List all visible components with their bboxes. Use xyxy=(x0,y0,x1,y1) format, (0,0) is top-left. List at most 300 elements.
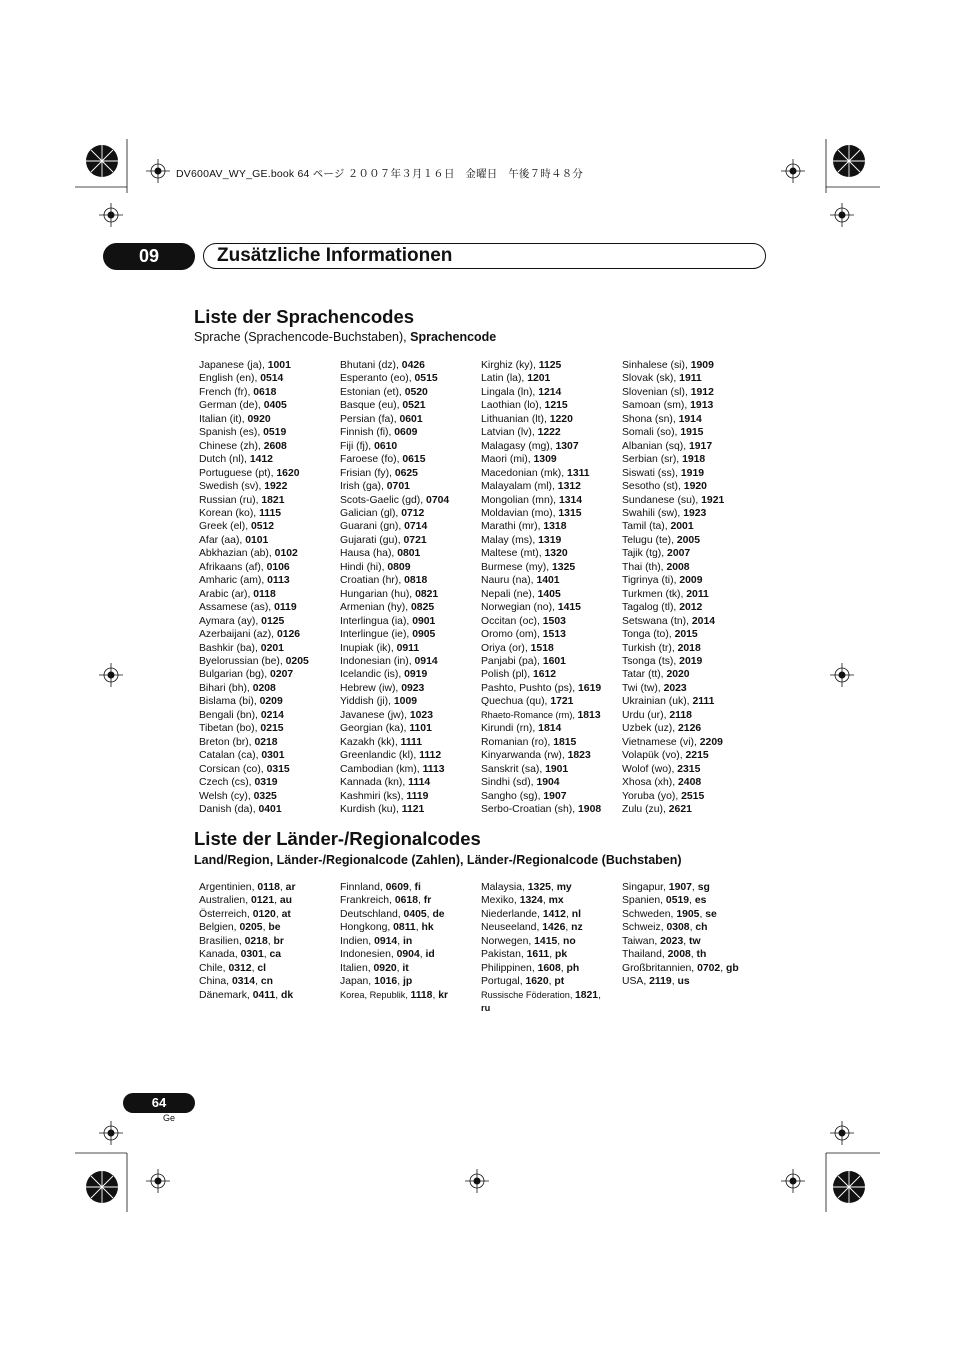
region-letter-code: id xyxy=(425,949,435,961)
language-entry xyxy=(340,440,449,453)
language-entry xyxy=(622,790,724,803)
region-number-code: 2023 xyxy=(660,935,684,947)
language-entry xyxy=(199,534,309,547)
language-name: Xhosa (xh), xyxy=(622,777,679,789)
region-letter-code: pt xyxy=(554,976,565,988)
language-entry xyxy=(199,709,309,722)
region-letter-code: nz xyxy=(571,922,583,934)
language-name: Burmese (my), xyxy=(481,561,553,573)
language-name: Javanese (jw), xyxy=(340,709,410,721)
language-code: 0426 xyxy=(401,360,425,371)
language-name: Dutch (nl), xyxy=(199,454,250,466)
language-code: 0609 xyxy=(394,427,418,439)
language-entry xyxy=(481,803,601,816)
language-name: Wolof (wo), xyxy=(622,763,678,775)
language-entry xyxy=(481,547,601,560)
language-name: Maori (mi), xyxy=(481,454,534,466)
region-entry xyxy=(340,989,448,1002)
language-code: 1220 xyxy=(549,413,573,425)
region-name: Thailand, xyxy=(622,949,668,961)
language-entry xyxy=(340,480,449,493)
language-name: Turkish (tr), xyxy=(622,642,678,654)
language-name: Cambodian (km), xyxy=(340,763,423,775)
language-entry xyxy=(481,399,601,412)
language-name: Esperanto (eo), xyxy=(340,373,415,385)
language-entry xyxy=(622,601,724,614)
language-name: Nepali (ne), xyxy=(481,588,538,600)
language-entry xyxy=(340,709,449,722)
language-code: 1904 xyxy=(536,777,560,789)
language-code: 0901 xyxy=(412,615,436,627)
language-code: 1215 xyxy=(544,400,568,412)
language-code: 0301 xyxy=(261,750,285,762)
region-separator: , xyxy=(671,976,678,988)
language-code: 1909 xyxy=(690,360,714,371)
language-entry xyxy=(340,642,449,655)
language-code: 0126 xyxy=(276,629,301,641)
region-separator: , xyxy=(279,882,286,893)
language-name: Galician (gl), xyxy=(340,507,402,519)
region-letter-code: gb xyxy=(726,962,739,974)
region-letter-code: us xyxy=(677,976,690,988)
region-entry xyxy=(340,975,448,988)
language-name: Mongolian (mn), xyxy=(481,494,559,506)
language-name: Estonian (et), xyxy=(340,386,405,398)
region-letter-code: fi xyxy=(414,882,421,893)
language-entry xyxy=(481,668,601,681)
language-entry xyxy=(199,561,309,574)
language-name: Nauru (na), xyxy=(481,575,537,587)
region-entry xyxy=(622,894,739,907)
language-code: 1518 xyxy=(530,642,554,654)
region-number-code: 0314 xyxy=(231,976,256,988)
language-code: 2001 xyxy=(670,521,694,533)
region-entry xyxy=(481,962,601,975)
language-entry xyxy=(199,467,309,480)
region-letter-code: ch xyxy=(695,922,708,934)
language-code: 1922 xyxy=(264,481,288,493)
language-name: Fiji (fj), xyxy=(340,440,375,452)
language-name: Indonesian (in), xyxy=(340,655,415,667)
region-separator: , xyxy=(275,989,282,1001)
language-entry xyxy=(199,440,309,453)
language-code: 1111 xyxy=(400,736,423,748)
region-separator: , xyxy=(274,895,280,907)
language-entry xyxy=(199,776,309,789)
region-number-code: 0920 xyxy=(373,962,397,974)
language-code: 0714 xyxy=(404,521,428,533)
language-entry xyxy=(481,776,601,789)
language-name: Setswana (tn), xyxy=(622,615,692,627)
region-number-code: 0702 xyxy=(697,962,721,974)
language-name: Catalan (ca), xyxy=(199,750,262,762)
region-entry xyxy=(481,921,601,934)
language-code: 1915 xyxy=(680,427,704,439)
language-name: Kashmiri (ks), xyxy=(340,790,407,802)
language-entry xyxy=(622,547,724,560)
region-separator: , xyxy=(548,976,555,988)
region-number-code: 1415 xyxy=(534,935,558,947)
language-name: Kirundi (rn), xyxy=(481,723,539,735)
region-entry xyxy=(199,908,296,921)
region-number-code: 0811 xyxy=(393,922,416,934)
region-letter-code: se xyxy=(705,908,717,920)
language-entry xyxy=(340,453,449,466)
language-entry xyxy=(622,695,724,708)
language-entry xyxy=(622,722,724,735)
language-name: Amharic (am), xyxy=(199,575,268,587)
language-entry xyxy=(622,682,724,695)
language-name: Armenian (hy), xyxy=(340,602,412,614)
language-name: Tagalog (tl), xyxy=(622,602,680,614)
region-number-code: 1821 xyxy=(574,989,599,1001)
language-code: 1920 xyxy=(683,481,707,493)
language-name: Czech (cs), xyxy=(199,777,255,789)
language-column-3 xyxy=(481,359,601,816)
language-code: 0325 xyxy=(253,790,277,802)
language-code: 1319 xyxy=(538,534,562,546)
language-name: Finnish (fi), xyxy=(340,427,395,439)
language-name: Bihari (bh), xyxy=(199,682,253,694)
language-name: Danish (da), xyxy=(199,803,259,815)
language-code: 0712 xyxy=(401,507,425,519)
language-name: Romanian (ro), xyxy=(481,736,554,748)
language-name: Bengali (bn), xyxy=(199,709,261,721)
region-entry xyxy=(199,975,296,988)
region-name: Dänemark, xyxy=(199,989,253,1001)
region-entry xyxy=(340,935,448,948)
language-code: 0405 xyxy=(263,400,287,412)
language-code: 1415 xyxy=(557,602,581,614)
language-code: 0214 xyxy=(260,709,284,721)
language-code: 1214 xyxy=(538,386,562,398)
chapter-title: Zusätzliche Informationen xyxy=(217,245,453,266)
region-separator: , xyxy=(549,949,555,961)
language-code: 1919 xyxy=(680,467,705,479)
language-entry xyxy=(340,588,449,601)
language-code: 2012 xyxy=(679,602,703,614)
language-code: 1620 xyxy=(276,467,300,479)
language-code: 2408 xyxy=(678,777,702,789)
region-entry xyxy=(481,894,601,907)
language-code: 0515 xyxy=(414,373,438,385)
language-entry xyxy=(481,386,601,399)
region-separator: , xyxy=(397,935,403,947)
language-entry xyxy=(199,628,309,641)
language-code: 2621 xyxy=(668,803,692,815)
language-code: 0905 xyxy=(412,629,436,641)
language-code: 1201 xyxy=(527,373,551,385)
language-code: 0218 xyxy=(254,736,278,748)
region-number-code: 1608 xyxy=(537,962,561,974)
language-entry xyxy=(199,399,309,412)
region-separator: , xyxy=(415,922,422,934)
language-name: Kirghiz (ky), xyxy=(481,360,539,371)
language-name: Basque (eu), xyxy=(340,400,403,412)
region-separator: , xyxy=(396,962,403,974)
region-separator: , xyxy=(263,949,270,961)
language-name: Norwegian (no), xyxy=(481,602,558,614)
region-name: Korea, Republik, xyxy=(340,989,411,1000)
language-name: Sangho (sg), xyxy=(481,790,544,802)
region-number-code: 1324 xyxy=(519,895,543,907)
language-entry xyxy=(481,615,601,628)
language-entry xyxy=(340,615,449,628)
region-entry xyxy=(481,881,601,894)
page-number: 64 xyxy=(123,1093,195,1113)
region-letter-code: my xyxy=(556,882,572,893)
language-entry xyxy=(622,736,724,749)
language-entry xyxy=(481,372,601,385)
language-entry xyxy=(340,803,449,816)
language-code: 0319 xyxy=(254,777,278,789)
language-code: 2019 xyxy=(679,655,703,667)
region-name: Australien, xyxy=(199,895,251,907)
language-entry xyxy=(199,520,309,533)
region-number-code: 1905 xyxy=(676,908,700,920)
region-letter-code: pk xyxy=(554,949,568,961)
region-letter-code: it xyxy=(402,962,409,974)
language-name: Scots-Gaelic (gd), xyxy=(340,494,427,506)
language-entry xyxy=(340,749,449,762)
region-separator: , xyxy=(417,895,424,907)
region-separator: , xyxy=(426,908,433,920)
language-entry xyxy=(199,426,309,439)
language-code: 1813 xyxy=(577,709,601,721)
language-name: Slovak (sk), xyxy=(622,373,680,385)
region-separator: , xyxy=(683,935,690,947)
region-entry xyxy=(481,935,601,948)
language-entry xyxy=(622,534,724,547)
language-name: Faroese (fo), xyxy=(340,454,403,466)
language-name: Serbian (sr), xyxy=(622,454,683,466)
language-code: 0801 xyxy=(397,548,421,560)
language-name: Russian (ru), xyxy=(199,494,262,506)
language-code: 0625 xyxy=(394,467,418,479)
language-name: Occitan (oc), xyxy=(481,615,543,627)
region-separator: , xyxy=(557,935,564,947)
language-name: Interlingue (ie), xyxy=(340,629,413,641)
region-separator: , xyxy=(699,908,706,920)
language-code: 1320 xyxy=(544,548,568,560)
region-entry xyxy=(622,935,739,948)
language-name: Tigrinya (ti), xyxy=(622,575,680,587)
language-name: Pashto, Pushto (ps), xyxy=(481,682,579,694)
language-name: Laothian (lo), xyxy=(481,400,545,412)
language-name: Malagasy (mg), xyxy=(481,440,556,452)
language-code: 0201 xyxy=(260,642,284,654)
region-name: Italien, xyxy=(340,962,374,974)
language-entry xyxy=(622,749,724,762)
language-entry xyxy=(340,722,449,735)
region-name: Finnland, xyxy=(340,882,386,893)
language-name: Yoruba (yo), xyxy=(622,790,682,802)
language-name: Maltese (mt), xyxy=(481,548,545,560)
region-name: Pakistan, xyxy=(481,949,527,961)
language-entry xyxy=(481,467,601,480)
region-name: USA, xyxy=(622,976,650,988)
language-code: 2008 xyxy=(666,561,690,573)
language-code: 1401 xyxy=(536,575,560,587)
region-entry xyxy=(481,975,601,988)
language-name: Sinhalese (si), xyxy=(622,360,691,371)
language-entry xyxy=(481,736,601,749)
language-name: Afrikaans (af), xyxy=(199,561,267,573)
language-entry xyxy=(340,561,449,574)
language-code: 2209 xyxy=(699,736,723,748)
language-entry xyxy=(622,520,724,533)
language-name: Hindi (hi), xyxy=(340,561,388,573)
language-code: 0911 xyxy=(396,642,420,654)
language-code: 1318 xyxy=(543,521,567,533)
region-name: Singapur, xyxy=(622,882,669,893)
language-entry xyxy=(622,494,724,507)
language-name: Moldavian (mo), xyxy=(481,507,559,519)
language-name: Tonga (to), xyxy=(622,629,675,641)
region-number-code: 0312 xyxy=(228,962,252,974)
region-entry xyxy=(622,948,739,961)
language-entry xyxy=(622,668,724,681)
language-code: 1923 xyxy=(683,507,707,519)
language-entry xyxy=(622,709,724,722)
language-entry xyxy=(622,372,724,385)
language-name: Serbo-Croatian (sh), xyxy=(481,803,579,815)
language-name: Marathi (mr), xyxy=(481,521,544,533)
language-entry xyxy=(481,494,601,507)
language-code: 2014 xyxy=(691,615,716,627)
language-code: 1921 xyxy=(701,494,725,506)
language-code: 1307 xyxy=(555,440,579,452)
region-entry xyxy=(622,921,739,934)
region-number-code: 2008 xyxy=(667,949,691,961)
region-name: Brasilien, xyxy=(199,935,245,947)
language-code: 2007 xyxy=(667,548,691,560)
region-separator: , xyxy=(720,962,726,974)
language-code: 1121 xyxy=(401,803,425,815)
language-code: 0914 xyxy=(414,655,438,667)
language-code: 1412 xyxy=(249,454,273,466)
language-name: Korean (ko), xyxy=(199,507,260,519)
language-name: Telugu (te), xyxy=(622,534,677,546)
language-name: Arabic (ar), xyxy=(199,588,254,600)
language-code: 1513 xyxy=(542,629,566,641)
language-code: 1918 xyxy=(682,454,706,466)
language-code: 1907 xyxy=(543,790,567,802)
language-subtitle-bold: Sprachencode xyxy=(410,330,497,344)
language-entry xyxy=(199,413,309,426)
language-name: Chinese (zh), xyxy=(199,440,264,452)
language-entry xyxy=(622,399,724,412)
region-letter-code: mx xyxy=(548,895,564,907)
language-name: Inupiak (ik), xyxy=(340,642,397,654)
language-entry xyxy=(199,668,309,681)
language-section-subtitle xyxy=(194,330,496,344)
language-name: Greenlandic (kl), xyxy=(340,750,420,762)
language-entry xyxy=(481,453,601,466)
region-section-subtitle: Land/Region, Länder-/Regionalcode (Zahlen), Länder-/Regionalcode (Buchstaben) xyxy=(194,853,682,867)
language-entry xyxy=(340,386,449,399)
region-number-code: 0618 xyxy=(394,895,418,907)
language-name: Thai (th), xyxy=(622,561,667,573)
language-entry xyxy=(622,507,724,520)
language-name: Latvian (lv), xyxy=(481,427,538,439)
region-entry xyxy=(622,908,739,921)
language-entry xyxy=(340,790,449,803)
region-entry xyxy=(340,948,448,961)
language-name: Malayalam (ml), xyxy=(481,481,558,493)
region-name: Spanien, xyxy=(622,895,666,907)
language-name: German (de), xyxy=(199,400,264,412)
language-entry xyxy=(622,561,724,574)
region-number-code: 1907 xyxy=(668,882,692,893)
language-name: Shona (sn), xyxy=(622,413,679,425)
language-name: Frisian (fy), xyxy=(340,467,395,479)
language-entry xyxy=(199,682,309,695)
language-name: Lithuanian (lt), xyxy=(481,413,550,425)
language-entry xyxy=(481,534,601,547)
language-entry xyxy=(481,709,601,722)
language-entry xyxy=(622,574,724,587)
language-entry xyxy=(340,668,449,681)
region-name: Niederlande, xyxy=(481,908,543,920)
region-entry xyxy=(199,921,296,934)
region-entry xyxy=(199,881,296,894)
region-entry xyxy=(340,894,448,907)
region-separator: , xyxy=(560,962,567,974)
region-separator: , xyxy=(565,922,572,934)
language-name: Siswati (ss), xyxy=(622,467,681,479)
language-code: 1823 xyxy=(567,750,591,762)
language-name: Guarani (gn), xyxy=(340,521,405,533)
region-number-code: 0218 xyxy=(244,935,268,947)
region-letter-code: cl xyxy=(257,962,267,974)
language-code: 0825 xyxy=(411,602,435,614)
region-name: Hongkong, xyxy=(340,922,394,934)
language-name: Slovenian (sl), xyxy=(622,386,691,398)
language-name: Panjabi (pa), xyxy=(481,655,543,667)
region-letter-code: cn xyxy=(260,976,273,988)
language-name: Bulgarian (bg), xyxy=(199,669,271,681)
region-name: Russische Föderation, xyxy=(481,989,575,1000)
language-entry xyxy=(481,763,601,776)
language-code: 1311 xyxy=(567,467,590,479)
language-name: Kazakh (kk), xyxy=(340,736,401,748)
region-name: Deutschland, xyxy=(340,908,404,920)
language-code: 0809 xyxy=(387,561,411,573)
language-code: 0821 xyxy=(415,588,439,600)
language-code: 2515 xyxy=(681,790,705,802)
region-entry xyxy=(481,989,601,1016)
language-entry xyxy=(622,763,724,776)
language-code: 0401 xyxy=(258,803,282,815)
language-code: 1815 xyxy=(553,736,577,748)
region-letter-code: ru xyxy=(481,1003,491,1014)
region-column-2 xyxy=(340,881,448,1002)
language-entry xyxy=(199,642,309,655)
region-number-code: 0308 xyxy=(666,922,690,934)
language-entry xyxy=(481,561,601,574)
language-entry xyxy=(199,372,309,385)
language-code: 0618 xyxy=(253,386,277,398)
language-entry xyxy=(199,763,309,776)
language-entry xyxy=(199,359,309,372)
language-entry xyxy=(481,722,601,735)
language-name: Bislama (bi), xyxy=(199,696,260,708)
language-entry xyxy=(622,655,724,668)
language-entry xyxy=(340,776,449,789)
language-name: Volapük (vo), xyxy=(622,750,686,762)
region-separator: , xyxy=(690,949,697,961)
